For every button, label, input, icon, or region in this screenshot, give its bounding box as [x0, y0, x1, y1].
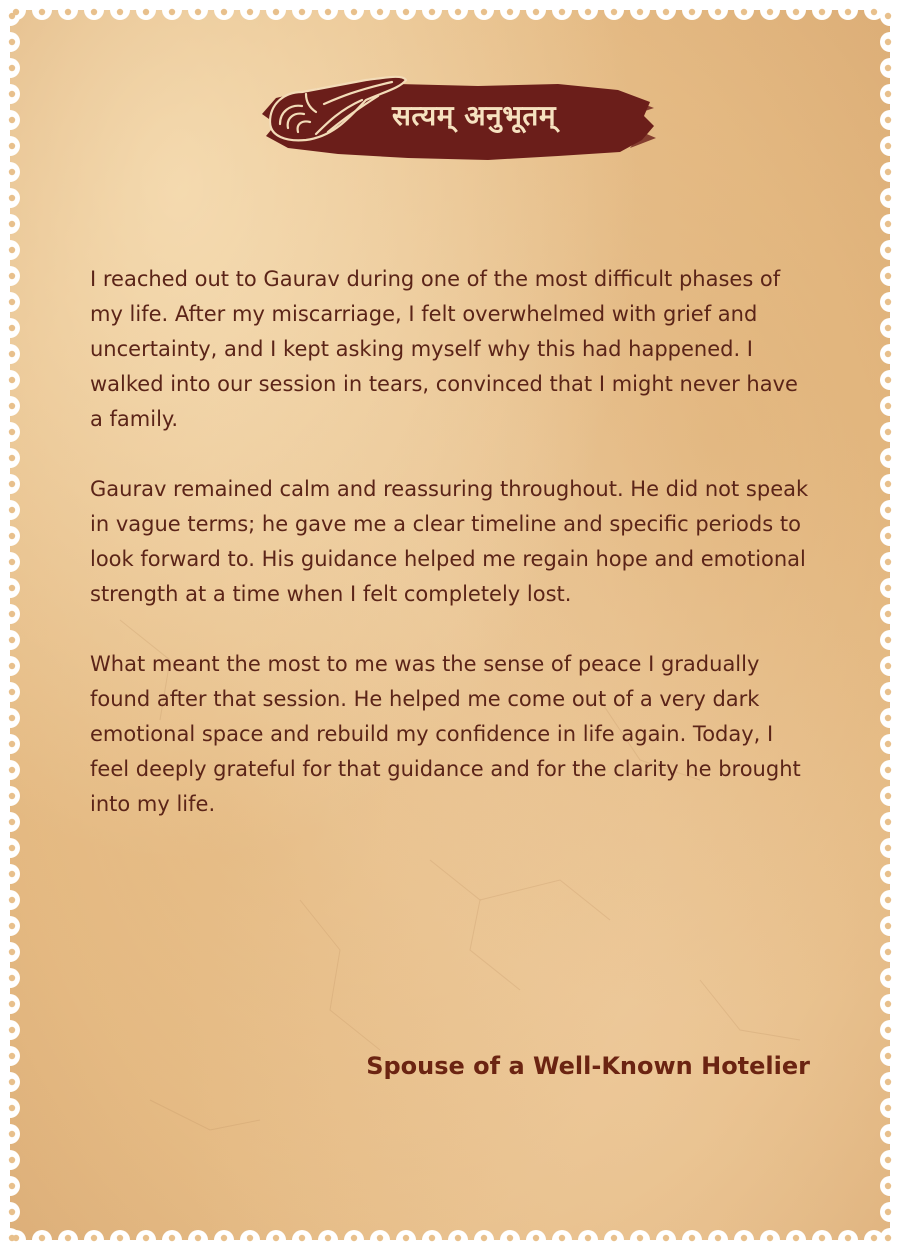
- testimonial-paragraph-1: I reached out to Gaurav during one of the most difficult phases of my life. After my miscarriage, I felt overwhelmed with grief and uncertainty, and I kept asking myself why this had happened. I walked into our session in tears, convinced that I might never have a family.: [90, 267, 798, 431]
- title-banner: [258, 68, 658, 172]
- testimonial-body: [90, 262, 810, 857]
- testimonial-attribution: Spouse of a Well-Known Hotelier: [366, 1052, 810, 1080]
- banner-title: सत्यम् अनुभूतम्: [392, 99, 557, 132]
- testimonial-paragraph-2: Gaurav remained calm and reassuring throughout. He did not speak in vague terms; he gave me a clear timeline and specific periods to look forward to. His guidance helped me regain hope and emotional strength at a time when I felt completely lost.: [90, 477, 809, 606]
- testimonial-paragraph-3: What meant the most to me was the sense of peace I gradually found after that session. He helped me come out of a very dark emotional space and rebuild my confidence in life again. Today, I feel deeply grateful for that guidance and for the clarity he brought into my life.: [90, 652, 801, 816]
